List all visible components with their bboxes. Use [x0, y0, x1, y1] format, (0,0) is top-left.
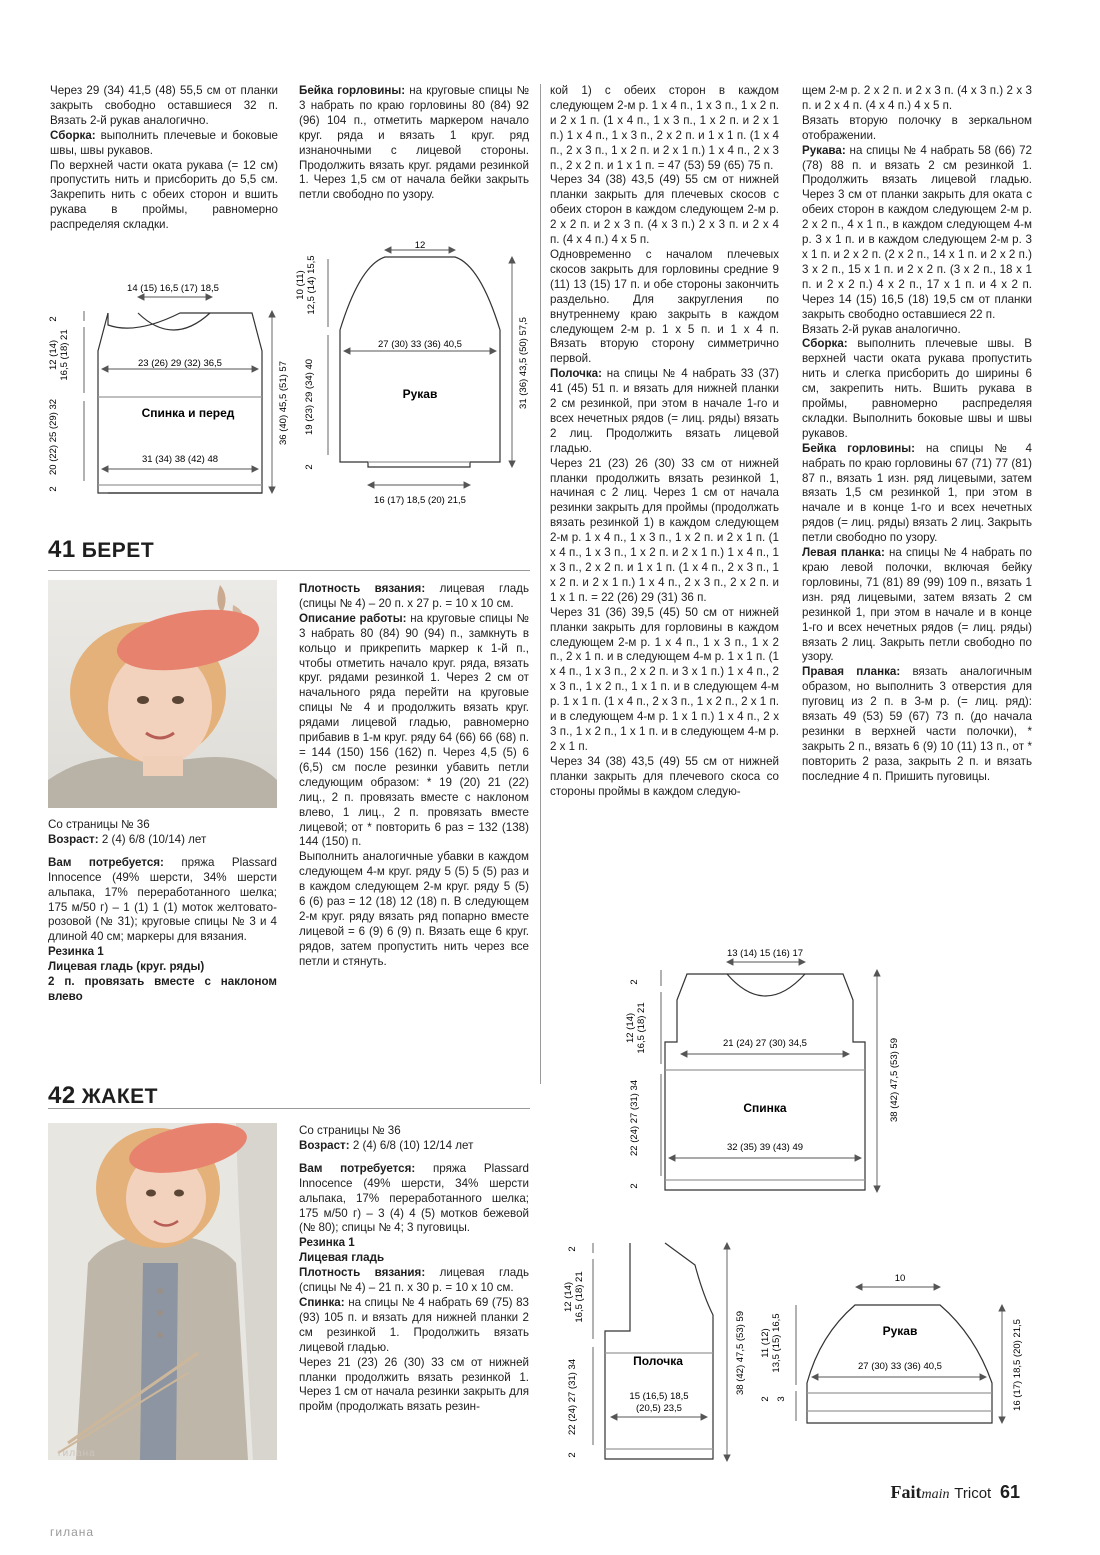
col4-p7: Правая планка: вязать аналогичным образом, но выполнить 3 отверстия для пуговиц из 2 п. в 3-м р. (= лиц. ряд): вязать 49 (53) 59 (67) 73 п. (до начала резинки в верхней части полочки), * закрыть 2 п., вязать 6 (9) 10 (11) 13 п., от * повторить 2 раза, закрыть 2 п. и вязать последние 4 п. Пришить пуговицы. [802, 665, 1032, 783]
col3-p5: Через 31 (36) 39,5 (45) 50 см от нижней планки закрыть для горловины в каждом следующем 2-м р. 1 х 4 п., 1 х 3 п., 1 х 2 п., 2 х 1 п. и в следующем 4-м р. 1 х 1 п. (1 х 4 п., 1 х 3 п., 2 х 2 п. и 3 х 1 п.) 1 х 4 п., 2 х 3 п., 1 х 2 п., 1 х 1 п. и в следующем 4-м р. 1 х 1 п. (1 х 4 п., 2 х 3 п., 1 х 2 п., 2 х 1 п. и в следующем 4-м р. 1 х 1 п.) 1 х 4 п., 2 х 3 п., 1 х 2 п., 1 х 1 п. и в следующем 4-м р. 2 х 1 п. [550, 605, 779, 753]
s41-work: Описание работы: на круговые спицы № 3 набрать 80 (84) 90 (94) п., замкнуть в кольцо и прикрепить маркер к 1-й п., чтобы отметить начало круг. ряда, вязать круг. рядами резинкой 1. Через 2 см от начального ряда перейти на круговые спицы № 4 и продолжить вязать круг. рядами лицевой гладью, равномерно прибавив в 1-м круг. ряду 64 (66) 66 (68) п. = 144 (150) 156 (162) п. Через 4,5 (5) 6 (6,5) см после резинки убавить петли следующим образом: * 19 (20) 21 (22) лиц., 2 п. провязать вместе с наклоном влево, 1 лиц., 2 п. провязать вместе лицевой; от * повторить 6 раз = 132 (138) 144 (150) п. [299, 611, 529, 849]
col3-p1: Через 34 (38) 43,5 (49) 55 см от нижней планки закрыть для плечевых скосов с обеих сторон в каждом следующем 2-м р. 2 х 2 п. и 2 х 3 п. (4 х 3 п.) 2 х 3 п. и 2 х 4 п. (4 х 4 п.) 4 х 5 п. [550, 173, 779, 247]
s42-density: Плотность вязания: лицевая гладь (спицы № 4) – 21 п. х 30 р. = 10 х 10 см. [299, 1266, 529, 1295]
sleeve1-width-label: 27 (30) 33 (36) 40,5 [378, 339, 462, 350]
s42-p2: Лицевая гладь [299, 1251, 385, 1265]
front-left-bot: 2 [567, 1452, 578, 1458]
col-4 [802, 84, 1032, 785]
vest-chest-label: 23 (26) 29 (32) 36,5 [138, 358, 222, 369]
top-col-1 [50, 84, 278, 233]
vest-right: 36 (40) 45,5 (51) 57 [278, 361, 289, 445]
col4-p5: Бейка горловины: на спицы № 4 набрать по краю горловины 67 (71) 77 (81) 87 п., вязать 1 изн. ряд лицевыми, затем вязать 1,5 см резинкой 1, при этом в начале и в конце 1-го и всех нечетных рядов (= лиц. ряды) вязать 2 лиц. Закрыть петли свободно по узору. [802, 441, 1032, 545]
col3-p0: кой 1) с обеих сторон в каждом следующем 2-м р. 1 х 4 п., 1 х 3 п., 1 х 2 п. и 2 х 1 п. (1 х 4 п., 1 х 3 п., 1 х 2 п. и 2 х 1 п.) 1 х 4 п., 1 х 3 п., 2 х 2 п. и 1 х 1 п. (1 х 4 п., 2 х 3 п., 1 х 2 п. и 2 х 1 п.) 1 х 4 п., 2 х 3 п., 2 х 2 п. и 1 х 1 п. = 47 (53) 59 (65) 75 п. [550, 84, 779, 172]
back-left-bot: 2 [629, 1183, 640, 1189]
s41-from: Со страницы № 36 [48, 818, 150, 831]
front-left-top: 2 [567, 1246, 578, 1252]
vest-name-label: Спинка и перед [141, 406, 235, 420]
sleeve2-left-a: 3 [776, 1396, 787, 1402]
watermark: гилана [50, 1525, 95, 1539]
s41-p1: Резинка 1 [48, 945, 104, 959]
column-divider [540, 84, 541, 1084]
s42-age: Возраст: 2 (4) 6/8 (10) 12/14 лет [299, 1138, 474, 1152]
top-col2-p0: Бейка горловины: на круговые спицы № 3 набрать по краю горловины 80 (84) 92 (96) 104 п., отметить маркером начало круг. ряда и вязать 1 круг. ряд изнаночными с лицевой стороны. Продолжить вязать круг. рядами резинкой 1. Через 1,5 см от начала бейки закрыть петли свободно по узору. [299, 84, 530, 202]
sleeve1-left-body: 19 (23) 29 (34) 40 [304, 358, 315, 436]
footer-brand [891, 1482, 1020, 1503]
vest-left-top: 2 [48, 316, 59, 322]
s42-p1: Резинка 1 [299, 1236, 355, 1250]
front-left-body: 22 (24) 27 (31) 34 [567, 1358, 578, 1436]
col3-p3: Полочка: на спицы № 4 набрать 33 (37) 41 (45) 51 п. и вязать для нижней планки 2 см резинкой, при этом в начале 1-го и всех нечетных рядов (= лиц. ряды) вязать 2 лиц. Продолжить вязать лицевой гладью. [550, 367, 779, 455]
col3-p6: Через 34 (38) 43,5 (49) 55 см от нижней планки закрыть для плечевого скоса со стороны проймы в каждом следую- [550, 754, 779, 798]
sleeve1-diagram [290, 235, 540, 515]
sleeve1-left-cap: 10 (11)12,5 (14) 15,5 [295, 255, 317, 315]
vest-diagram [40, 275, 290, 505]
brand-tricot: Tricot [954, 1485, 992, 1502]
front-width-label: 15 (16,5) 18,5 (20,5) 23,5 [629, 1391, 689, 1414]
front-left-arm: 12 (14)16,5 (18) 21 [563, 1271, 585, 1323]
col4-p0: щем 2-м р. 2 х 2 п. и 2 х 3 п. (4 х 3 п.) 2 х 3 п. и 2 х 4 п. (4 х 4 п.) 4 х 5 п. [802, 84, 1032, 112]
back-bottom-label: 32 (35) 39 (43) 49 [726, 1142, 804, 1153]
back-left-body: 22 (24) 27 (31) 34 [629, 1079, 640, 1157]
back-top-label: 13 (14) 15 (16) 17 [726, 948, 804, 959]
front-right: 38 (42) 47,5 (53) 59 [735, 1311, 746, 1395]
back-chest-label: 21 (24) 27 (30) 34,5 [723, 1038, 807, 1049]
s41-need: Вам потребуется: пряжа Plassard Innocence (49% шерсти, 34% шерсти альпака, 17% переработанного шелка; 175 м/50 г) – 1 (1) 1 (1) моток желтовато-розовой (№ 31); круговые спицы № 3 и 4 длиной 40 см; маркеры для вязания. [48, 855, 277, 944]
s41-work2: Выполнить аналогичные убавки в каждом следующем 4-м круг. ряду 5 (5) 5 (5) раз и в каждом следующем 2-м круг. ряду 5 (5) 6 (6) раз = 12 (18) 12 (18) п. В следующем 2-м круг. ряду вязать ряд попарно вместе лицевой = 6 (9) 6 (9) п. Вязать еще 6 круг. рядов, затем пропустить нить через все петли и стянуть. [299, 850, 529, 968]
back-left-top: 2 [629, 979, 640, 985]
s41-p2: Лицевая гладь (круг. ряды) [48, 960, 205, 974]
sleeve1-bottom-label: 16 (17) 18,5 (20) 21,5 [374, 495, 466, 506]
sleeve1-name-label: Рукав [402, 387, 438, 401]
section-41-title: 41 БЕРЕТ [48, 536, 155, 563]
back-right: 38 (42) 47,5 (53) 59 [889, 1038, 900, 1122]
sleeve1-right: 31 (36) 43,5 (50) 57,5 [518, 317, 529, 409]
s42-text [299, 1124, 529, 1415]
s42-need: Вам потребуется: пряжа Plassard Innocence (49% шерсти, 34% шерсти альпака, 17% переработанного шелка; 175 м/50 г) – 3 (4) 4 (5) мотков бежевой (№ 80); спицы № 4; 3 пуговицы. [299, 1161, 529, 1235]
photo-watermark: гилана [58, 1448, 96, 1459]
section-42-rule [48, 1108, 530, 1109]
col4-p4: Сборка: выполнить плечевые швы. В верхней части оката рукава пропустить нить и слегка присборить до ширины 6 см, закрепить нить. Вшить рукава в проймы, равномерно распределяя складки. Выполнить боковые швы и швы рукавов. [802, 337, 1032, 440]
back-diagram [615, 940, 915, 1200]
top-col-2 [299, 84, 529, 203]
vest-top-label: 14 (15) 16,5 (17) 18,5 [127, 283, 219, 294]
col4-p2: Рукава: на спицы № 4 набрать 58 (66) 72 (78) 88 п. и вязать 2 см резинкой 1. Продолжить вязать лицевой гладью. Через 3 см от планки закрыть для оката с обеих сторон в каждом следующем 2-м р. 2 х 2 п., 4 х 1 п., в каждом следующем 4-м р. 3 х 1 п. и в каждом следующем 2-м р. 3 х 1 п. и 2 х 2 п. (2 х 2 п., 14 х 1 п. и 2 х 2 п.) 3 х 2 п., 15 х 1 п. и 2 х 2 п. (3 х 2 п., 18 х 1 п. и 2 х 2 п.) 4 х 2 п., 17 х 1 п. и 4 х 2 п. Через 14 (15) 16,5 (18) 19,5 см от планки закрыть свободно оставшиеся 22 п. [802, 143, 1032, 321]
s41-left-text [48, 818, 277, 1005]
col4-p1: Вязать вторую полочку в зеркальном отображении. [802, 113, 1032, 142]
col3-p4: Через 21 (23) 26 (30) 33 см от нижней планки продолжить вязать резинкой 1, начиная с 2 лиц. Через 1 см от начала резинки закрыть для проймы (продолжать вязать резинкой 1) в каждом следующем 2-м р. 1 х 4 п., 1 х 3 п., 1 х 2 п. и 2 х 1 п. (1 х 4 п., 1 х 3 п., 1 х 2 п. и 2 х 1 п.) 1 х 4 п., 1 х 3 п., 2 х 2 п. и 1 х 1 п. (1 х 4 п., 2 х 3 п., 1 х 2 п. и 2 х 1 п.) 1 х 4 п., 2 х 3 п., 2 х 2 п. и 1 х 1 п. = 22 (26) 29 (31) 36 п. [550, 456, 779, 604]
vest-left-body: 20 (22) 25 (29) 32 [48, 398, 59, 476]
col4-p3: Вязать 2-й рукав аналогично. [802, 322, 961, 336]
jacket-photo [48, 1123, 277, 1460]
col4-p6: Левая планка: на спицы № 4 набрать по краю левой полочки, включая бейку горловины, 71 (81) 89 (99) 109 п., вязать 1 изн. ряд лицевыми, затем вязать 2 см резинкой 1, при этом в начале и в конце 1-го и всех нечетных рядов (= лиц. ряды) вязать 2 лиц. Закрыть петли свободно по узору. [802, 546, 1033, 664]
sleeve2-left-cap: 11 (12)13,5 (15) 16,5 [760, 1313, 782, 1373]
s42-from: Со страницы № 36 [299, 1124, 401, 1137]
section-42-title: 42 ЖАКЕТ [48, 1082, 159, 1109]
page-number: 61 [999, 1482, 1020, 1502]
s41-density: Плотность вязания: лицевая гладь (спицы № 4) – 20 п. х 27 р. = 10 х 10 см. [299, 582, 529, 610]
front-name-label: Полочка [633, 1354, 683, 1368]
sleeve2-right: 16 (17) 18,5 (20) 21,5 [1012, 1319, 1023, 1411]
brand-main: main [921, 1487, 950, 1502]
front-diagram [555, 1235, 775, 1470]
s41-age: Возраст: 2 (4) 6/8 (10/14) лет [48, 832, 207, 846]
section-41-rule [48, 570, 530, 571]
brand-fait: Fait [890, 1482, 922, 1502]
col3-p2: Одновременно с началом плечевых скосов закрыть для горловины средние 9 (11) 13 (15) 17 п. и обе стороны закончить раздельно. Для закругления по внутреннему краю закрыть в каждом следующем 2-м р. 1 х 5 п. и 1 х 4 п. Вязать вторую сторону симметрично первой. [550, 247, 779, 366]
s42-back: Спинка: на спицы № 4 набрать 69 (75) 83 (93) 105 п. и вязать для нижней планки 2 см резинкой 1. Продолжить вязать лицевой гладью. [299, 1295, 529, 1354]
sleeve2-name-label: Рукав [882, 1324, 918, 1338]
beret-photo [48, 580, 277, 808]
s42-back2: Через 21 (23) 26 (30) 33 см от нижней планки продолжить вязать резинкой 1. Через 1 см от начала резинки закрыть для пройм (продолжать вязать резин- [299, 1355, 529, 1414]
vest-left-arm: 12 (14)16,5 (18) 21 [48, 329, 70, 381]
s41-p3: 2 п. провязать вместе с наклоном влево [48, 975, 277, 1003]
sleeve2-top-label: 10 [894, 1273, 906, 1284]
sleeve2-width-label: 27 (30) 33 (36) 40,5 [858, 1361, 942, 1372]
top-col1-p0: Через 29 (34) 41,5 (48) 55,5 см от планки закрыть свободно оставшиеся 32 п. Вязать 2-й рукав аналогично. [50, 84, 278, 127]
sleeve2-left-b: 2 [760, 1396, 771, 1402]
top-col1-p2: По верхней части оката рукава (= 12 см) пропустить нить и присборить до 5,5 см. Закрепить нить с обеих сторон и вшить рукава в проймы, равномерно распределяя складки. [50, 158, 278, 232]
top-col1-p1: Сборка: выполнить плечевые и боковые швы, швы рукавов. [50, 128, 278, 157]
vest-left-bot: 2 [48, 486, 59, 492]
sleeve2-diagram [760, 1265, 1050, 1445]
back-left-arm: 12 (14)16,5 (18) 21 [625, 1002, 647, 1054]
col-3 [550, 84, 779, 800]
vest-bottom-label: 31 (34) 38 (42) 48 [141, 454, 219, 465]
sleeve1-left-bot: 2 [304, 464, 315, 470]
sleeve1-top-label: 12 [414, 240, 426, 251]
back-name-label: Спинка [743, 1101, 787, 1115]
s41-right-text [299, 582, 529, 970]
